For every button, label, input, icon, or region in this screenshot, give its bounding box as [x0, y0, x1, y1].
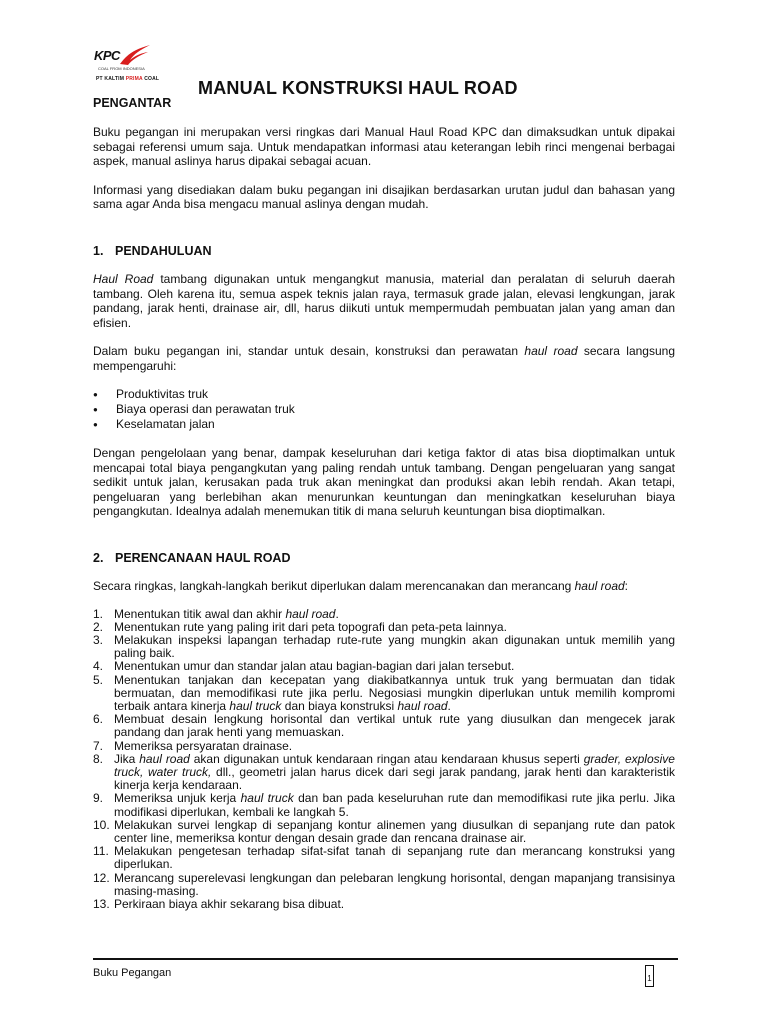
list-item: 9. Memeriksa unjuk kerja haul truck dan ban pada keseluruhan rute dan memodifikasi rute jika perlu. Jika modifikasi diperlukan, kembali ke langkah 5.	[93, 791, 676, 819]
list-item: 3. Melakukan inspeksi lapangan terhadap rute-rute yang mungkin akan digunakan untuk memilih yang paling baik.	[93, 632, 675, 661]
document-title: MANUAL KONSTRUKSI HAUL ROAD	[198, 78, 518, 98]
logo-tagline: COAL FROM INDONESIA	[98, 66, 145, 71]
list-item: ● Biaya operasi dan perawatan truk	[93, 402, 675, 417]
list-item: 10. Melakukan survei lengkap di sepanjang kontur alinemen yang diusulkan di sepanjang rute dan patok center line, memeriksa kontur dengan desain grade dan rencana drainase air.	[93, 817, 675, 845]
flame-icon	[118, 44, 152, 66]
footer-label: Buku Pegangan	[93, 967, 172, 979]
list-item: 11. Melakukan pengetesan terhadap sifat-sifat tanah di sepanjang rute dan merancang konstruksi yang diperlukan.	[93, 844, 675, 872]
section-1-paragraph-1: Haul Road tambang digunakan untuk mengangkut manusia, material dan peralatan di seluruh daerah tambang. Oleh karena itu, semua aspek teknis jalan raya, termasuk grade jalan, elevasi lengkungan, jarak pandang, jarak henti, drainase air, dll, harus diikuti untuk mempermudah pembuatan jalan yang aman dan efisien.	[93, 272, 675, 330]
logo-brand: KPC	[94, 48, 120, 63]
logo-company: PT KALTIM PRIMA COAL	[96, 76, 160, 82]
intro-paragraph-1: Buku pegangan ini merupakan versi ringkas dari Manual Haul Road KPC dan dimaksudkan untuk dipakai sebagai referensi umum saja. Untuk mendapatkan informasi atau keterangan lebih rinci mengenai berbagai aspek, manual aslinya harus dipakai sebagai acuan.	[93, 125, 675, 168]
document-body	[93, 125, 675, 911]
kpc-logo	[92, 44, 160, 90]
section-subtitle: PENGANTAR	[93, 96, 172, 110]
list-item: 1. Menentukan titik awal dan akhir haul road.	[93, 606, 339, 621]
section-1-heading: 1. PENDAHULUAN	[93, 243, 212, 258]
list-item: ● Keselamatan jalan	[93, 417, 675, 432]
section-2-heading: 2. PERENCANAAN HAUL ROAD	[93, 550, 291, 565]
list-item: ● Produktivitas truk	[93, 387, 675, 402]
list-item: 6. Membuat desain lengkung horisontal dan vertikal untuk rute yang diusulkan dan mengecek jarak pandang dan jarak henti yang memuaskan.	[93, 712, 675, 740]
section-1-paragraph-3: Dengan pengelolaan yang benar, dampak keseluruhan dari ketiga faktor di atas bisa dioptimalkan untuk mencapai total biaya pengangkutan yang paling rendah untuk tambang. Dengan pengeluaran yang sangat sedikit untuk jalan, kerusakan pada truk akan meningkat dan produksi akan lebih rendah. Akan tetapi, pengeluaran yang berlebihan akan menurunkan keuntungan dan meningkatkan keseluruhan biaya pengangkutan. Idealnya adalah menemukan titik di mana seluruh keuntungan bisa dioptimalkan.	[93, 446, 675, 518]
planning-steps-list	[93, 608, 675, 912]
section-2-intro: Secara ringkas, langkah-langkah berikut diperlukan dalam merencanakan dan merancang haul road:	[93, 579, 629, 593]
footer-divider	[93, 958, 678, 960]
list-item: 2. Menentukan rute yang paling irit dari peta topografi dan peta-peta lainnya.	[93, 619, 507, 634]
page-number: 1	[645, 965, 654, 987]
list-item: 4. Menentukan umur dan standar jalan atau bagian-bagian dari jalan tersebut.	[93, 659, 515, 674]
list-item: 8. Jika haul road akan digunakan untuk kendaraan ringan atau kendaraan khusus seperti grader, explosive truck, water truck, dll., geometri jalan harus dicek dari segi jarak pandang, jarak henti dan karakteristik kinerja kerja kendaraan.	[93, 751, 676, 793]
list-item: 7. Memeriksa persyaratan drainase.	[93, 738, 293, 753]
impact-bullet-list	[93, 387, 675, 432]
list-item: 12. Merancang superelevasi lengkungan dan pelebaran lengkung horisontal, dengan mapanjang transisinya masing-masing.	[93, 870, 675, 898]
list-item: 13. Perkiraan biaya akhir sekarang bisa dibuat.	[93, 896, 345, 911]
list-item: 5. Menentukan tanjakan dan kecepatan yang diakibatkannya untuk truk yang bermuatan dan tidak bermuatan, dan memodifikasi rute jika perlu. Negosiasi mungkin diperlukan untuk memilih kompromi terbaik antara kinerja haul truck dan biaya konstruksi haul road.	[93, 672, 675, 713]
section-1-paragraph-2: Dalam buku pegangan ini, standar untuk desain, konstruksi dan perawatan haul road secara langsung mempengaruhi:	[93, 344, 675, 373]
intro-paragraph-2: Informasi yang disediakan dalam buku pegangan ini disajikan berdasarkan urutan judul dan bahasan yang sama agar Anda bisa mengacu manual aslinya dengan mudah.	[93, 182, 675, 211]
